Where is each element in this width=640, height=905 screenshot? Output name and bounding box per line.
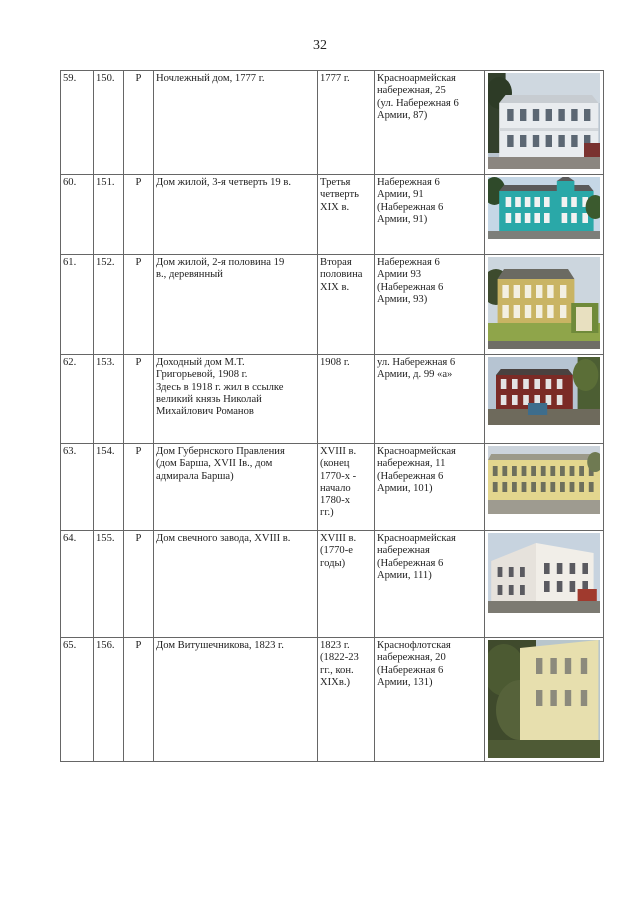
dating-cell [318,255,375,355]
address-cell [375,638,485,762]
address-line: Армии, 111) [377,569,432,581]
object-name-line: великий князь Николай [156,393,262,405]
dating-cell [318,71,375,175]
object-name-line: в., деревянный [156,269,223,281]
category-cell: Р [124,175,154,255]
register-number-cell: 151. [94,175,124,255]
page-number: 32 [313,38,327,53]
object-name-line: Ночлежный дом, 1777 г. [156,73,265,84]
dating-cell [318,638,375,762]
row-number-cell: 62. [61,355,94,444]
dating-line: 1770-х - [320,470,357,482]
table-row [61,355,604,444]
dating-line: XIX в. [320,201,350,213]
category-cell: Р [124,255,154,355]
object-name-cell [154,531,318,638]
address-line: Краснофлотская [377,640,451,651]
table-row [61,444,604,531]
dating-cell [318,444,375,531]
dating-line: половина [320,269,363,281]
object-name-line: Дом жилой, 3-я четверть 19 в. [156,177,292,188]
photo-cell [485,531,604,638]
dating-cell [318,175,375,255]
table-row [61,71,604,175]
address-line: (ул. Набережная 6 [377,97,459,109]
register-number-cell: 150. [94,71,124,175]
address-cell [375,175,485,255]
category-cell: Р [124,531,154,638]
photo-cell [485,444,604,531]
dating-line: XVIII в. [320,446,357,457]
table-row [61,638,604,762]
dating-line: XIX в. [320,281,350,293]
dating-line: Третья [320,177,351,188]
address-line: Армии 93 [377,269,422,281]
dating-line: 1908 г. [320,357,350,368]
address-line: набережная, 11 [377,458,446,470]
object-name-line: адмирала Барша) [156,470,234,482]
dating-line: гг., кон. [320,664,354,676]
yellow-wooden-house-photo [488,257,600,349]
row-number-cell: 65. [61,638,94,762]
address-cell [375,531,485,638]
address-cell [375,444,485,531]
register-number-cell: 155. [94,531,124,638]
address-line: (Набережная 6 [377,201,444,213]
long-yellow-building-photo [488,446,600,514]
row-number-cell: 63. [61,444,94,531]
category-cell: Р [124,355,154,444]
address-line: Армии, 91 [377,189,424,201]
dating-line: годы) [320,557,346,569]
address-line: Набережная 6 [377,177,440,188]
row-number-cell: 60. [61,175,94,255]
address-cell [375,71,485,175]
address-line: Армии, 91) [377,213,428,225]
photo-cell [485,71,604,175]
dating-line: начало [320,482,351,494]
category-cell: Р [124,71,154,175]
address-line: набережная [377,545,430,557]
address-line: Армии, 93) [377,293,428,305]
red-brick-house-photo [488,357,600,425]
object-name-cell [154,444,318,531]
row-number-cell: 64. [61,531,94,638]
dating-line: 1823 г. [320,640,350,651]
address-line: Красноармейская [377,533,456,544]
object-name-cell [154,255,318,355]
address-line: Армии, 87) [377,109,428,121]
white-two-storey-house-photo [488,73,600,169]
photo-cell [485,638,604,762]
register-number-cell: 152. [94,255,124,355]
turquoise-house-photo [488,177,600,239]
row-number-cell: 61. [61,255,94,355]
address-line: (Набережная 6 [377,664,444,676]
object-name-line: (дом Барша, XVII Iв., дом [156,458,273,470]
address-line: (Набережная 6 [377,470,444,482]
address-line: Армии, 101) [377,482,433,494]
dating-line: XVIII в. [320,533,357,544]
object-name-line: Доходный дом М.Т. [156,357,245,368]
row-number-cell: 59. [61,71,94,175]
dating-line: гг.) [320,507,334,519]
address-line: (Набережная 6 [377,281,444,293]
address-cell [375,355,485,444]
table-row [61,255,604,355]
register-number-cell: 153. [94,355,124,444]
address-line: набережная, 20 [377,652,446,664]
address-line: (Набережная 6 [377,557,444,569]
dating-cell [318,355,375,444]
dating-line: 1780-х [320,495,351,507]
table-row [61,531,604,638]
photo-cell [485,175,604,255]
address-line: Красноармейская [377,73,456,84]
object-name-cell [154,638,318,762]
category-cell: Р [124,638,154,762]
object-name-line: Здесь в 1918 г. жил в ссылке [156,381,284,393]
object-name-cell [154,71,318,175]
object-name-cell [154,355,318,444]
object-name-line: Дом Витушечникова, 1823 г. [156,640,284,651]
photo-cell [485,255,604,355]
dating-cell [318,531,375,638]
address-line: ул. Набережная 6 [377,357,456,368]
dating-line: (1822-23 [320,652,359,664]
address-line: Армии, д. 99 «а» [377,369,453,381]
yellow-building-trees-photo [488,640,600,758]
address-line: набережная, 25 [377,85,446,97]
address-line: Набережная 6 [377,257,440,268]
photo-cell [485,355,604,444]
object-name-line: Михайлович Романов [156,406,254,418]
object-name-line: Дом свечного завода, XVIII в. [156,533,291,544]
dating-line: Вторая [320,257,352,268]
category-cell: Р [124,444,154,531]
dating-line: XIXв.) [320,676,351,688]
address-cell [375,255,485,355]
dating-line: четверть [320,189,359,201]
address-line: Армии, 131) [377,676,433,688]
dating-line: 1777 г. [320,73,350,84]
object-name-cell [154,175,318,255]
dating-line: (1770-е [320,545,353,557]
object-name-line: Дом жилой, 2-я половина 19 [156,257,285,268]
table-row [61,175,604,255]
dating-line: (конец [320,458,350,470]
address-line: Красноармейская [377,446,456,457]
object-name-line: Дом Губернского Правления [156,446,285,457]
register-number-cell: 154. [94,444,124,531]
register-number-cell: 156. [94,638,124,762]
white-corner-building-photo [488,533,600,613]
monuments-table [60,70,604,762]
object-name-line: Григорьевой, 1908 г. [156,369,248,381]
